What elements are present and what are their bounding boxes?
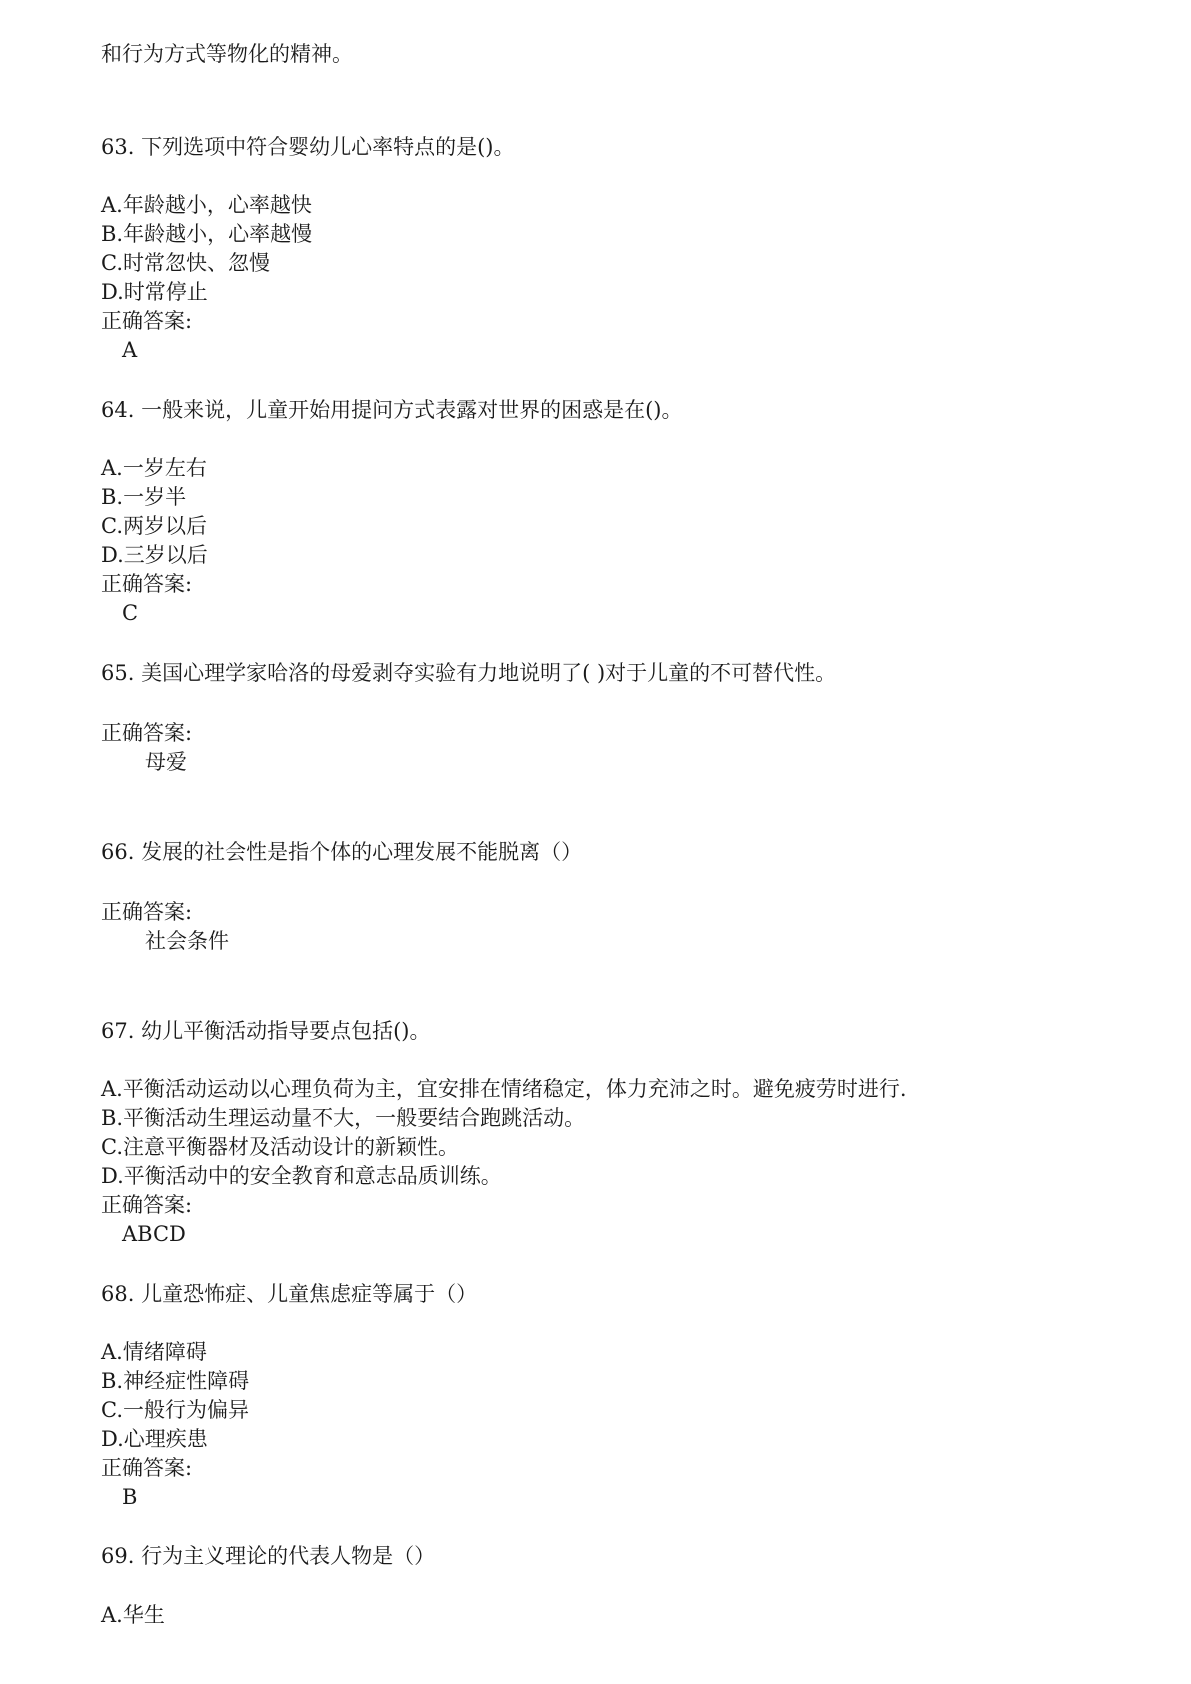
question-68-stem: 68. 儿童恐怖症、儿童焦虑症等属于（） (101, 1282, 478, 1306)
question-63-option-d: D.时常停止 (101, 280, 208, 304)
question-68-option-b: B.神经症性障碍 (101, 1369, 250, 1393)
question-67-answer: ABCD (122, 1222, 186, 1246)
question-67-answer-label: 正确答案: (101, 1193, 193, 1217)
question-64-option-d: D.三岁以后 (101, 543, 208, 567)
question-68-option-a: A.情绪障碍 (101, 1340, 207, 1364)
question-66-stem: 66. 发展的社会性是指个体的心理发展不能脱离（） (101, 840, 583, 864)
question-65-answer: 母爱 (145, 750, 187, 774)
question-68-answer-label: 正确答案: (101, 1456, 193, 1480)
question-66-answer-label: 正确答案: (101, 900, 193, 924)
question-64-answer-label: 正确答案: (101, 572, 193, 596)
question-67-option-b: B.平衡活动生理运动量不大，一般要结合跑跳活动。 (101, 1106, 586, 1130)
question-65-answer-label: 正确答案: (101, 721, 193, 745)
question-67-option-a: A.平衡活动运动以心理负荷为主，宜安排在情绪稳定，体力充沛之时。避免疲劳时进行. (101, 1077, 907, 1101)
question-64-option-a: A.一岁左右 (101, 456, 207, 480)
question-68-option-d: D.心理疾患 (101, 1427, 208, 1451)
question-69-option-a: A.华生 (101, 1603, 165, 1627)
question-63-answer-label: 正确答案: (101, 309, 193, 333)
question-67-option-c: C.注意平衡器材及活动设计的新颖性。 (101, 1135, 459, 1159)
question-63-option-b: B.年龄越小，心率越慢 (101, 222, 313, 246)
question-66-answer: 社会条件 (145, 929, 229, 953)
question-64-option-b: B.一岁半 (101, 485, 187, 509)
question-63-option-c: C.时常忽快、忽慢 (101, 251, 270, 275)
question-64-option-c: C.两岁以后 (101, 514, 207, 538)
question-64-stem: 64. 一般来说，儿童开始用提问方式表露对世界的困惑是在()。 (101, 398, 683, 422)
question-63-answer: A (122, 338, 138, 362)
question-68-option-c: C.一般行为偏异 (101, 1398, 249, 1422)
question-63-option-a: A.年龄越小，心率越快 (101, 193, 312, 217)
question-64-answer: C (122, 601, 139, 625)
question-63-stem: 63. 下列选项中符合婴幼儿心率特点的是()。 (101, 135, 515, 159)
question-67-stem: 67. 幼儿平衡活动指导要点包括()。 (101, 1019, 431, 1043)
continuation-text: 和行为方式等物化的精神。 (101, 42, 353, 66)
question-69-stem: 69. 行为主义理论的代表人物是（） (101, 1544, 436, 1568)
question-68-answer: B (122, 1485, 138, 1509)
question-65-stem: 65. 美国心理学家哈洛的母爱剥夺实验有力地说明了( )对于儿童的不可替代性。 (101, 661, 837, 685)
question-67-option-d: D.平衡活动中的安全教育和意志品质训练。 (101, 1164, 502, 1188)
